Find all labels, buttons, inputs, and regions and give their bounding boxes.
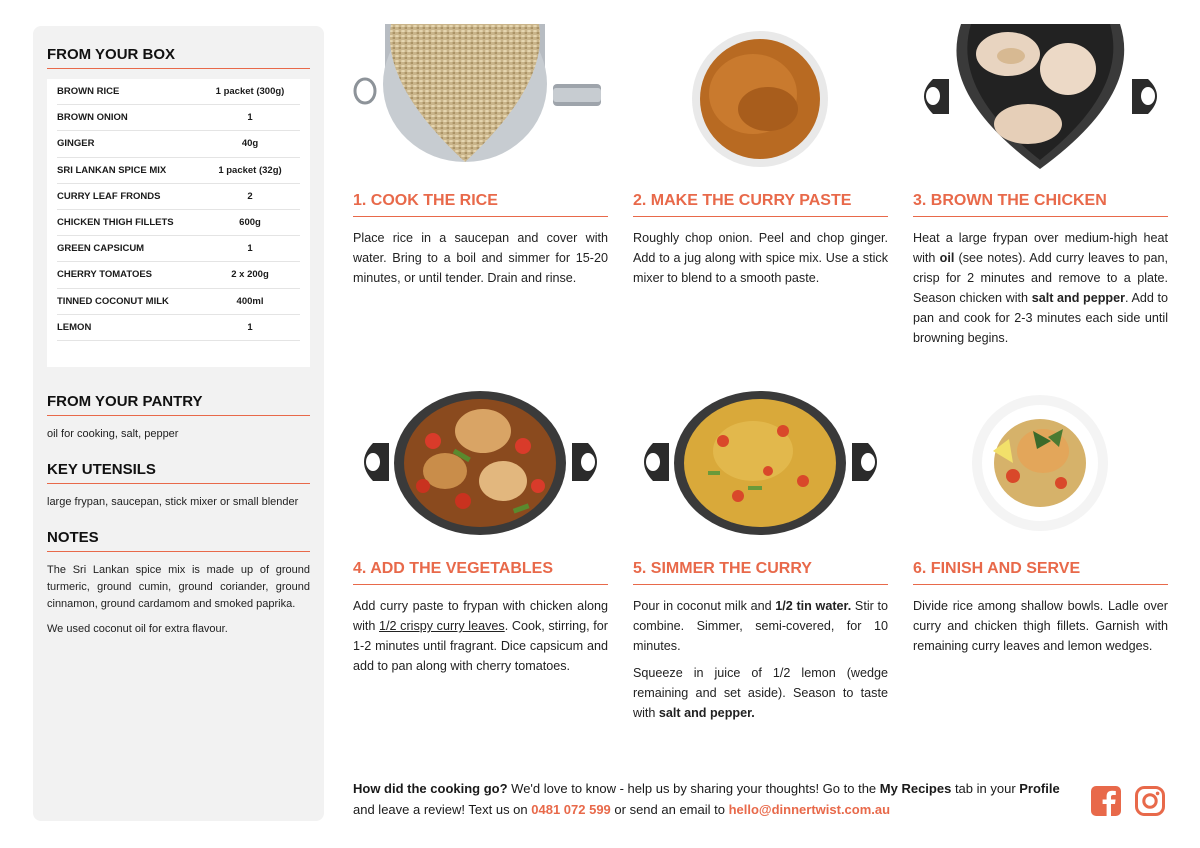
ingredient-qty: 1	[247, 243, 253, 255]
footer-text-1: We'd love to know - help us by sharing your thoughts! Go to the	[507, 781, 880, 796]
step-5-title: 5. SIMMER THE CURRY	[633, 560, 888, 585]
ingredient-name: SRI LANKAN SPICE MIX	[57, 164, 167, 176]
step-3-text-salt-pepper: salt and pepper	[1031, 291, 1126, 305]
ingredient-name: TINNED COCONUT MILK	[57, 295, 169, 307]
ingredient-qty: 400ml	[236, 295, 264, 307]
step-2-paragraph: Roughly chop onion. Peel and chop ginger. Add to a jug along with spice mix. Use a stick mixer to blend to a smooth paste.	[633, 231, 888, 285]
table-row	[57, 210, 300, 236]
ingredients-table	[47, 79, 310, 367]
step-3-text-e: . Add to pan and cook for 2-3 minutes each side until browning begins.	[913, 291, 1169, 345]
sidebar	[33, 26, 324, 821]
ingredient-qty: 40g	[241, 138, 259, 150]
footer-text-4: or send an email to	[610, 802, 729, 817]
step-4-text-a: Add curry paste to frypan with chicken along with	[353, 599, 608, 633]
table-row	[57, 289, 300, 315]
step-5-paragraph-1	[633, 596, 888, 656]
chicken-frypan-photo	[913, 24, 1168, 169]
footer-text-2: tab in your	[951, 781, 1020, 796]
step-4-text	[353, 596, 608, 683]
facebook-icon[interactable]	[1090, 785, 1122, 817]
table-padding	[57, 341, 300, 367]
footer-email-link[interactable]: hello@dinnertwist.com.au	[728, 802, 891, 817]
ingredient-qty: 1	[247, 112, 253, 124]
step-3-text-oil: oil	[939, 251, 955, 265]
table-row	[57, 158, 300, 184]
step-1-paragraph: Place rice in a saucepan and cover with water. Bring to a boil and simmer for 15-20 minutes, or until tender. Drain and rinse.	[353, 231, 608, 285]
served-plate-photo	[913, 391, 1168, 536]
ingredient-qty: 1 packet (300g)	[215, 86, 285, 98]
utensils-text: large frypan, saucepan, stick mixer or small blender	[47, 495, 299, 508]
ingredient-qty: 2 x 200g	[231, 269, 269, 281]
step-3-title: 3. BROWN THE CHICKEN	[913, 192, 1168, 217]
step-2-title: 2. MAKE THE CURRY PASTE	[633, 192, 888, 217]
step-6-title: 6. FINISH AND SERVE	[913, 560, 1168, 585]
footer-my-recipes: My Recipes	[879, 781, 952, 796]
step-5-text-c: Stir to combine. Simmer, semi-covered, for 10 minutes.	[633, 599, 888, 653]
ingredient-qty: 600g	[239, 217, 261, 229]
pantry-title: FROM YOUR PANTRY	[47, 393, 310, 416]
step-4-text-curry-leaves: 1/2 crispy curry leaves	[379, 619, 505, 633]
ingredient-qty: 1	[247, 321, 253, 333]
table-row	[57, 184, 300, 210]
step-4-paragraph	[353, 596, 608, 676]
step-4-text-c: . Cook, stirring, for 1-2 minutes until fragrant. Dice capsicum and add to pan along with cherry tomatoes.	[353, 619, 608, 673]
step-6-text	[913, 596, 1168, 663]
from-your-box-title: FROM YOUR BOX	[47, 46, 310, 69]
table-row	[57, 315, 300, 341]
instagram-icon[interactable]	[1134, 785, 1166, 817]
curry-simmer-photo	[633, 391, 888, 536]
notes-text-2: We used coconut oil for extra flavour.	[47, 622, 228, 635]
ingredient-name: BROWN RICE	[57, 86, 120, 98]
notes-text-1: The Sri Lankan spice mix is made up of ground turmeric, ground cumin, ground coriander, ground cinnamon, ground cardamom and smoked paprika.	[47, 563, 310, 610]
table-row	[57, 79, 300, 105]
step-5-text	[633, 596, 888, 730]
vegetables-frypan-photo	[353, 391, 608, 536]
table-row	[57, 131, 300, 157]
table-row	[57, 262, 300, 288]
rice-saucepan-photo	[353, 24, 608, 169]
pantry-text: oil for cooking, salt, pepper	[47, 427, 179, 440]
step-3-paragraph	[913, 228, 1168, 348]
step-1-text	[353, 228, 608, 295]
footer-profile: Profile	[1019, 781, 1060, 796]
step-1-title: 1. COOK THE RICE	[353, 192, 608, 217]
table-row	[57, 105, 300, 131]
ingredient-qty: 2	[247, 190, 253, 202]
step-3-text-a: Heat a large frypan over medium-high heat with	[913, 231, 1168, 265]
ingredient-name: GINGER	[57, 138, 95, 150]
step-5-text-a: Pour in coconut milk and	[633, 599, 776, 613]
step-5-paragraph-2	[633, 663, 888, 723]
step-6-paragraph: Divide rice among shallow bowls. Ladle over curry and chicken thigh fillets. Garnish with remaining curry leaves and lemon wedges.	[913, 599, 1168, 653]
footer-phone-link[interactable]: 0481 072 599	[531, 802, 611, 817]
ingredient-name: CURRY LEAF FRONDS	[57, 190, 161, 202]
table-row	[57, 236, 300, 262]
step-2-text	[633, 228, 888, 295]
ingredient-qty: 1 packet (32g)	[218, 164, 282, 176]
ingredient-name: CHERRY TOMATOES	[57, 269, 153, 281]
notes-title: NOTES	[47, 529, 310, 552]
ingredient-name: GREEN CAPSICUM	[57, 243, 145, 255]
ingredient-name: BROWN ONION	[57, 112, 128, 124]
step-3-text	[913, 228, 1168, 355]
footer-feedback-text	[353, 778, 1073, 820]
ingredient-name: CHICKEN THIGH FILLETS	[57, 217, 174, 229]
utensils-title: KEY UTENSILS	[47, 461, 310, 484]
step-4-title: 4. ADD THE VEGETABLES	[353, 560, 608, 585]
footer-text-3: and leave a review! Text us on	[353, 802, 532, 817]
curry-paste-bowl-photo	[633, 24, 888, 169]
step-5-text-salt-pepper: salt and pepper.	[658, 706, 755, 720]
ingredient-name: LEMON	[57, 321, 92, 333]
step-3-text-c: (see notes). Add curry leaves to pan, crisp for 2 minutes and remove to a plate. Season chicken with	[913, 251, 1168, 305]
footer-question: How did the cooking go?	[353, 781, 508, 796]
step-5-text-d: Squeeze in juice of 1/2 lemon (wedge remaining and set aside). Season to taste with	[633, 666, 888, 720]
step-5-text-water: 1/2 tin water.	[775, 599, 852, 613]
